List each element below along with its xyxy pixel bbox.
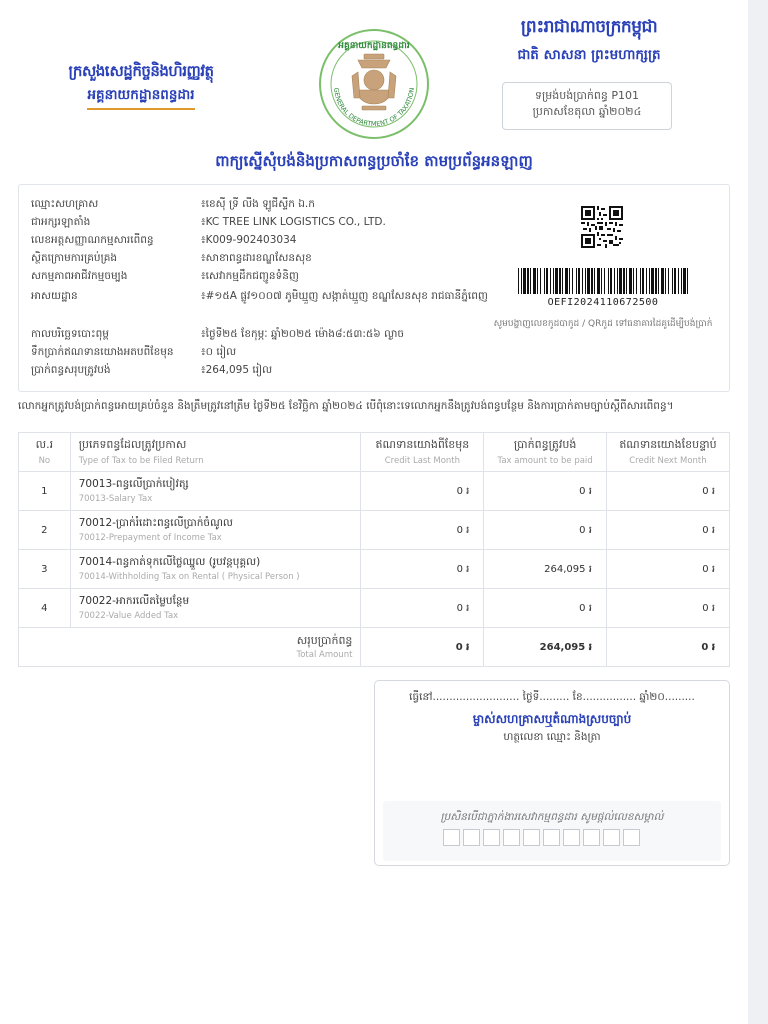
table-row: [19, 550, 730, 589]
total-credit-next-month: 0 ៛: [606, 628, 729, 667]
payment-deadline-notice: លោកអ្នកត្រូវបង់ប្រាក់ពន្ធអោយគ្រប់ចំនួន និងត្រឹមត្រូវនៅត្រឹម ថ្ងៃទី២៥ ខែវិច្ឆិកា ឆ្នាំ២០២៤ បើពុំនោះទេលោកអ្នកនឹងត្រូវបង់ពន្ធបន្ថែម និងការប្រាក់តាមច្បាប់ស្តីពីសារពើពន្ធ។: [18, 400, 674, 412]
address-value: ៖#១៥A ផ្លូវ១០០៧ ភូមិឃ្មួញ សង្កាត់ឃ្មួញ ខណ្ឌសែនសុខ រាជធានីភ្នំពេញ: [201, 290, 488, 302]
tax-agent-section: [383, 801, 721, 861]
ministry-header: [16, 62, 266, 110]
tax-amount: 0 ៛: [484, 511, 607, 550]
form-code-box: [502, 82, 672, 130]
info-label: ទឹកប្រាក់ឥណទានយោងអតបពីខែមុន: [31, 346, 174, 358]
col-header-tax-type: ប្រភេទពន្ធដែលត្រូវប្រកាស Type of Tax to be Filed Return: [70, 433, 361, 472]
info-value: ៖ថ្ងៃទី២៥ ខែកុម្ភៈ ឆ្នាំ២០២៥ ម៉ោង៨:៥៣:៥៦ ល្ងាច: [201, 328, 405, 340]
agent-id-box: [523, 829, 540, 846]
signature-subtitle: ហត្ថលេខា ឈ្មោះ និងត្រា: [503, 731, 601, 743]
info-label: ស្ថិតក្រោមការគ្រប់គ្រង: [31, 252, 118, 264]
agent-id-box: [603, 829, 620, 846]
credit-last-month: 0 ៛: [361, 472, 484, 511]
info-label: ឈ្មោះសហគ្រាស: [31, 198, 99, 210]
total-row: [19, 628, 730, 667]
kingdom-header: [494, 16, 684, 66]
national-motto: ជាតិ សាសនា ព្រះមហាក្សត្រ: [517, 47, 661, 63]
credit-next-month: 0 ៛: [606, 511, 729, 550]
total-tax-amount: 264,095 ៛: [484, 628, 607, 667]
agent-id-box: [623, 829, 640, 846]
credit-next-month: 0 ៛: [606, 550, 729, 589]
col-header-credit-last-month: ឥណទានយោងពីខែមុន Credit Last Month: [361, 433, 484, 472]
row-number: 2: [19, 511, 71, 550]
credit-next-month: 0 ៛: [606, 589, 729, 628]
tax-table: [18, 432, 730, 667]
qr-code: [581, 206, 623, 248]
tax-type: 70014-ពន្ធកាត់ទុកលើថ្លៃឈ្នួល (រូបវន្តបុគ្គល) 70014-Withholding Tax on Rental ( Physical Person ): [70, 550, 361, 589]
col-header-no: ល.រ No: [19, 433, 71, 472]
tax-type: 70022-អាករលើតម្លៃបន្ថែម 70022-Value Added Tax: [70, 589, 361, 628]
svg-text:GENERAL DEPARTMENT OF TAXATION: GENERAL DEPARTMENT OF TAXATION: [331, 87, 417, 129]
barcode-number: OEFI2024110672500: [547, 297, 659, 308]
table-row: [19, 472, 730, 511]
info-label: លេខអត្តសញ្ញាណកម្មសារពើពន្ធ: [31, 234, 154, 246]
info-value: ៖សេវាកម្មដឹកជញ្ជូនទំនិញ: [201, 270, 299, 282]
credit-next-month: 0 ៛: [606, 472, 729, 511]
info-label: អាសយដ្ឋាន: [31, 290, 78, 302]
info-value: ៖ខេស៊ី ទ្រី លីង ឡូជីស្ទីក ឯ.ក: [201, 198, 315, 210]
info-value: ៖០ រៀល: [201, 346, 237, 358]
row-number: 3: [19, 550, 71, 589]
info-value: ៖KC TREE LINK LOGISTICS CO., LTD.: [201, 216, 386, 228]
signature-date-line: ធ្វើនៅ.......................... ថ្ងៃទី......... ខែ................ ឆ្នាំ២០.........: [409, 691, 695, 703]
credit-last-month: 0 ៛: [361, 550, 484, 589]
tax-amount: 0 ៛: [484, 472, 607, 511]
total-credit-last-month: 0 ៛: [361, 628, 484, 667]
page-title: ពាក្យស្នើសុំបង់និងប្រកាសពន្ធប្រចាំខែ តាមប្រព័ន្ធអនឡាញ: [215, 152, 533, 170]
tax-amount: 264,095 ៛: [484, 550, 607, 589]
ministry-name: ក្រសួងសេដ្ឋកិច្ចនិងហិរញ្ញវត្ថុ: [68, 62, 214, 80]
barcode: [518, 268, 688, 294]
col-header-tax-amount: ប្រាក់ពន្ធត្រូវបង់ Tax amount to be paid: [484, 433, 607, 472]
signature-title: ម្ចាស់សហគ្រាសឬតំណាងស្របច្បាប់: [472, 712, 632, 726]
form-period: ប្រកាសខែតុលា ឆ្នាំ២០២៤: [532, 105, 642, 118]
total-label: សរុបប្រាក់ពន្ធ Total Amount: [19, 628, 361, 667]
credit-last-month: 0 ៛: [361, 511, 484, 550]
credit-last-month: 0 ៛: [361, 589, 484, 628]
scan-instruction: សូមបង្ហាញលេខកូដបាកូដ / QRកូដ ទៅធនាគារដៃគូដើម្បីបង់ប្រាក់: [493, 319, 713, 329]
tax-type: 70012-ប្រាក់រំដោះពន្ធលើប្រាក់ចំណូល 70012-Prepayment of Income Tax: [70, 511, 361, 550]
department-name: អគ្គនាយកដ្ឋានពន្ធដារ: [87, 86, 194, 110]
info-value: ៖សាខាពន្ធដារខណ្ឌសែនសុខ: [201, 252, 312, 264]
row-number: 4: [19, 589, 71, 628]
info-label: ប្រាក់ពន្ធសរុបត្រូវបង់: [31, 364, 111, 376]
scrollbar[interactable]: [748, 0, 768, 1024]
table-row: [19, 589, 730, 628]
kingdom-name: ព្រះរាជាណាចក្រកម្ពុជា: [520, 17, 658, 37]
col-header-credit-next-month: ឥណទានយោងខែបន្ទាប់ Credit Next Month: [606, 433, 729, 472]
tax-agent-id-boxes: [443, 829, 640, 846]
agent-id-box: [563, 829, 580, 846]
info-value: ៖264,095 រៀល: [201, 364, 273, 376]
tax-agent-label: ប្រសិនបើជាភ្នាក់ងារសេវាកម្មពន្ធដារ សូមផ្តល់លេខសម្គាល់: [440, 811, 664, 823]
agent-id-box: [543, 829, 560, 846]
table-row: [19, 511, 730, 550]
agent-id-box: [583, 829, 600, 846]
gdt-emblem-logo: [318, 28, 430, 140]
signature-box: [374, 680, 730, 866]
row-number: 1: [19, 472, 71, 511]
agent-id-box: [483, 829, 500, 846]
info-label: ជាអក្សរឡាតាំង: [31, 216, 91, 228]
form-code: ទម្រង់បង់ប្រាក់ពន្ធ P101: [534, 89, 639, 102]
svg-text:អគ្គនាយកដ្ឋានពន្ធដារ: អគ្គនាយកដ្ឋានពន្ធដារ: [338, 41, 410, 51]
info-label: សកម្មភាពអាជីវកម្មចម្បង: [31, 270, 128, 282]
tax-type: 70013-ពន្ធលើប្រាក់បៀវត្ស 70013-Salary Tax: [70, 472, 361, 511]
agent-id-box: [503, 829, 520, 846]
agent-id-box: [463, 829, 480, 846]
agent-id-box: [443, 829, 460, 846]
table-header-row: [19, 433, 730, 472]
info-value: ៖K009-902403034: [201, 234, 297, 246]
tax-amount: 0 ៛: [484, 589, 607, 628]
info-label: កាលបរិច្ឆេទបោះពុម្ព: [31, 328, 109, 340]
